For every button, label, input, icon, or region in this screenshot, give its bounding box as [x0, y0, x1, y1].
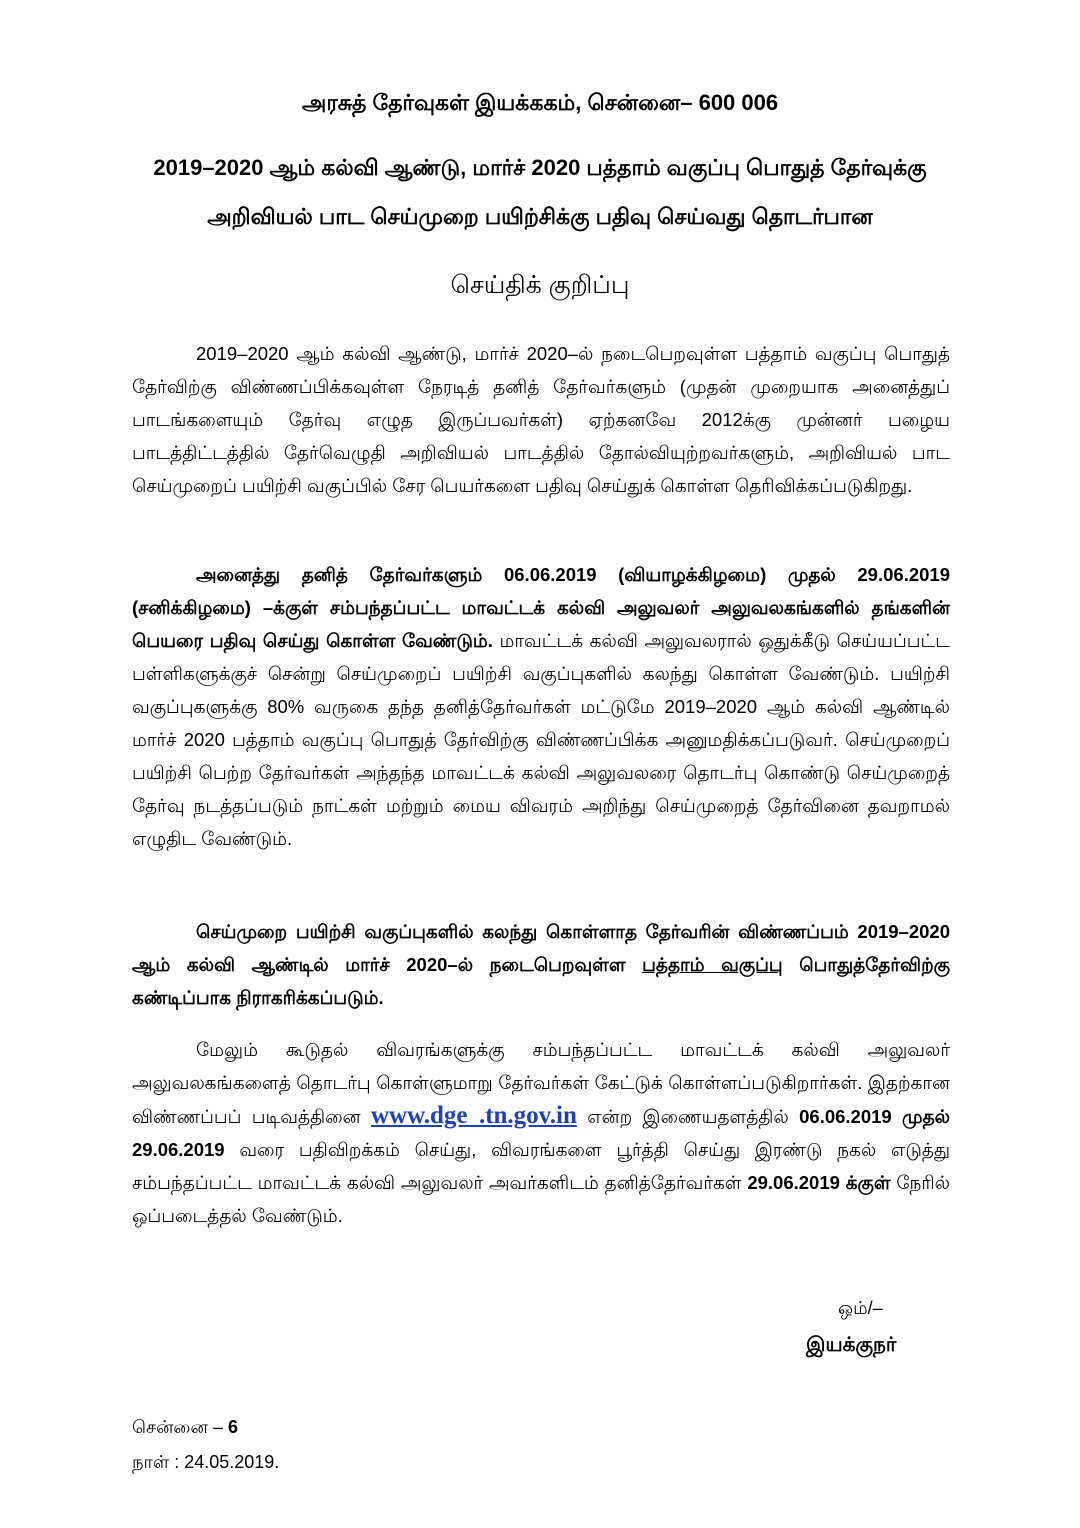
- download-dates-bold: 06.06.2019 முதல் 29.06.2019: [132, 1106, 951, 1160]
- download-text-part2: என்ற இணையதளத்தில்: [587, 1106, 789, 1127]
- signatory-title: இயக்குநர்: [806, 1334, 897, 1356]
- subject-line-2: அறிவியல் பாட செய்முறை பயிற்சிக்கு பதிவு செய்வது தொடர்பான: [207, 204, 873, 229]
- download-text-part3: வரை பதிவிறக்கம் செய்து, விவரங்களை பூர்த்தி செய்து இரண்டு நகல் எடுத்து சம்பந்தப்பட்ட மாவட்டக் கல்வி அலுவலர் அவர்களிடம் தனித்தேர்வர்கள்: [132, 1139, 951, 1193]
- rejection-text-part1: செய்முறை பயிற்சி வகுப்புகளில் கலந்து கொள்ளாத தேர்வரின் விண்ணப்பம் 2019–2020 ஆம் கல்வி ஆண்டில் மார்ச் 2020–ல் நடைபெறவுள்ள: [132, 921, 950, 975]
- subject-line-1: 2019–2020 ஆம் கல்வி ஆண்டு, மார்ச் 2020 பத்தாம் வகுப்பு பொதுத் தேர்வுக்கு: [153, 155, 927, 180]
- place-line: [132, 1417, 238, 1440]
- place-number: 6: [227, 1417, 238, 1437]
- rejection-text-part2: பொதுத்தேர்விற்கு கண்டிப்பாக நிராகரிக்கப்படும்.: [132, 954, 950, 1008]
- paragraph-rejection-warning: [132, 915, 950, 1014]
- registration-dates-bold-text: அனைத்து தனித் தேர்வர்களும் 06.06.2019 (வியாழக்கிழமை) முதல் 29.06.2019 (சனிக்கிழமை) –க்குள் சம்பந்தப்பட்ட மாவட்டக் கல்வி அலுவலர் அலுவலகங்களில் தங்களின் பெயரை பதிவு செய்து கொள்ள வேண்டும்.: [132, 564, 950, 651]
- rejection-underlined-text: பத்தாம் வகுப்பு: [642, 954, 783, 975]
- download-text-part4: நேரில் ஒப்படைத்தல் வேண்டும்.: [132, 1172, 950, 1226]
- paragraph-registration-notice: 2019–2020 ஆம் கல்வி ஆண்டு, மார்ச் 2020–ல் நடைபெறவுள்ள பத்தாம் வகுப்பு பொதுத் தேர்விற்கு விண்ணப்பிக்கவுள்ள நேரடித் தனித் தேர்வர்களும் (முதன் முறையாக அனைத்துப் பாடங்களையும் தேர்வு எழுத இருப்பவர்கள்) ஏற்கனவே 2012க்கு முன்னர் பழைய பாடத்திட்டத்தில் தேர்வெழுதி அறிவியல் பாடத்தில் தோல்வியுற்றவர்களும், அறிவியல் பாட செய்முறைப் பயிற்சி வகுப்பில் சேர பெயர்களை பதிவு செய்துக் கொள்ள தெரிவிக்கப்படுகிறது.: [132, 343, 950, 496]
- press-note-title: செய்திக் குறிப்பு: [450, 271, 630, 299]
- paragraph-registration-dates: [132, 558, 950, 855]
- attendance-rules-text: மாவட்டக் கல்வி அலுவலரால் ஒதுக்கீடு செய்யப்பட்ட பள்ளிகளுக்குச் சென்று செய்முறைப் பயிற்சி வகுப்புகளில் கலந்து கொள்ள வேண்டும். பயிற்சி வகுப்புகளுக்கு 80% வருகை தந்த தனித்தேர்வர்கள் மட்டுமே 2019–2020 ஆம் கல்வி ஆண்டில் மார்ச் 2020 பத்தாம் வகுப்பு பொதுத் தேர்விற்கு விண்ணப்பிக்க அனுமதிக்கப்படுவர். செய்முறைப் பயிற்சி பெற்ற தேர்வர்கள் அந்தந்த மாவட்டக் கல்வி அலுவலரை தொடர்பு கொண்டு செய்முறைத் தேர்வு நடத்தப்படும் நாட்கள் மற்றும் மைய விவரம் அறிந்து செய்முறைத் தேர்வினை தவறாமல் எழுதிட வேண்டும்.: [132, 630, 950, 849]
- download-text-part1: மேலும் கூடுதல் விவரங்களுக்கு சம்பந்தப்பட்ட மாவட்டக் கல்வி அலுவலர் அலுவலகங்களைத் தொடர்பு கொள்ளுமாறு தேர்வர்கள் கேட்டுக் கொள்ளப்படுகிறார்கள். இதற்கான விண்ணப்பப் படிவத்தினை: [132, 1039, 950, 1127]
- deadline-bold: 29.06.2019 க்குள்: [747, 1172, 891, 1193]
- date-line: நாள் : 24.05.2019.: [132, 1452, 280, 1472]
- website-link[interactable]: www.dge .tn.gov.in: [370, 1102, 577, 1129]
- signature-mark: ஒம்/–: [838, 1298, 883, 1318]
- place-label: சென்னை –: [132, 1417, 223, 1437]
- department-header: அரசுத் தேர்வுகள் இயக்ககம், சென்னை– 600 006: [301, 90, 779, 115]
- paragraph-application-download: [132, 1033, 950, 1232]
